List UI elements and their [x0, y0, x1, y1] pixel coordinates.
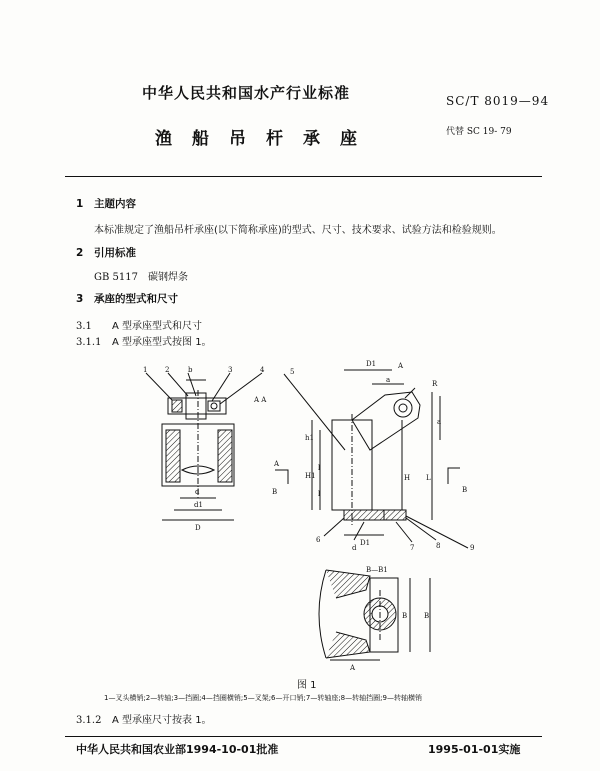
- label-1: 1: [143, 366, 148, 374]
- label-a-top: a: [386, 376, 391, 384]
- body-wall-left: [166, 430, 180, 482]
- label-R: R: [432, 380, 438, 388]
- label-H: H: [404, 474, 411, 482]
- section-number: 1: [76, 198, 84, 210]
- section-1-text: 本标准规定了渔船吊杆承座(以下简称承座)的型式、尺寸、技术要求、试验方法和检验规则。: [94, 225, 502, 236]
- standard-code: SC/T 8019—94: [446, 94, 550, 108]
- label-l-lower: l: [318, 490, 321, 498]
- section-number: 2: [76, 247, 84, 259]
- subsection-3-1-2: [76, 711, 212, 726]
- document-title: 渔船吊杆承座: [155, 129, 377, 149]
- label-5: 5: [290, 368, 295, 376]
- pin-head: [172, 400, 182, 412]
- label-D1-top: D1: [366, 360, 377, 368]
- label-a-right: a: [437, 418, 442, 426]
- label-4: 4: [260, 366, 265, 374]
- label-A-left: A: [274, 460, 280, 468]
- subsection-text: A 型承座型式按图 1。: [112, 337, 212, 348]
- label-A-top: A: [398, 362, 404, 370]
- label-9: 9: [470, 544, 475, 552]
- label-8: 8: [436, 542, 441, 550]
- shaft-seat: [344, 510, 384, 520]
- body-wall-right: [218, 430, 232, 482]
- section-title: 引用标准: [94, 247, 136, 259]
- label-d-bottom: d: [352, 544, 357, 552]
- seat-ring: [384, 510, 406, 520]
- label-2: 2: [165, 366, 170, 374]
- section-view: [319, 570, 430, 660]
- label-d: d: [195, 488, 200, 496]
- section-title: 主题内容: [94, 198, 136, 210]
- label-b: b: [188, 366, 193, 374]
- label-D: D: [195, 524, 201, 532]
- label-L: L: [426, 474, 431, 482]
- reference-code: GB 5117: [94, 272, 138, 283]
- label-D1-bottom: D1: [360, 539, 371, 547]
- left-view: [146, 373, 262, 520]
- approval-note: 中华人民共和国农业部1994-10-01批准: [76, 743, 279, 756]
- section-outline-curve: [319, 570, 326, 658]
- fork-eye-inner: [399, 404, 407, 412]
- reference-name: 碳钢焊条: [147, 272, 188, 283]
- subsection-number: 3.1: [76, 321, 92, 332]
- subsection-text: A 型承座型式和尺寸: [112, 321, 203, 332]
- label-l-upper: l: [318, 464, 321, 472]
- fork-arm: [352, 392, 420, 450]
- label-H1: H1: [305, 472, 316, 480]
- section-number: 3: [76, 293, 84, 305]
- label-B-section-2: B: [424, 612, 430, 620]
- figure-legend: 1—叉头横销;2—转轴;3—挡圈;4—挡圈横销;5—叉架;6—开口销;7—转轴座;8—转轴挡圈;9—转轴横销: [104, 694, 422, 702]
- footer-divider: [65, 736, 542, 737]
- subsection-text: A 型承座尺寸按表 1。: [112, 715, 212, 726]
- fork-eye: [394, 399, 412, 417]
- effective-date: 1995-01-01实施: [428, 743, 521, 756]
- label-7: 7: [410, 544, 415, 552]
- fork-upper-section: [326, 570, 370, 598]
- figure-caption: 图 1: [297, 680, 317, 691]
- standard-title: 中华人民共和国水产行业标准: [142, 84, 351, 102]
- label-B-left: B: [272, 488, 278, 496]
- subsection-number: 3.1.1: [76, 337, 102, 348]
- label-d1: d1: [194, 501, 203, 509]
- replaces-note: 代替 SC 19- 79: [446, 127, 512, 137]
- label-h1: h1: [305, 434, 314, 442]
- side-view-labels: [272, 360, 474, 552]
- side-view: [275, 370, 468, 548]
- label-B-section: B: [402, 612, 408, 620]
- label-6: 6: [316, 536, 321, 544]
- ring-pin-hole: [211, 403, 217, 409]
- section-title: 承座的型式和尺寸: [94, 293, 178, 305]
- fork-boss: [186, 393, 206, 419]
- fork-lower-section: [326, 632, 370, 658]
- label-section-aa: A A: [254, 396, 267, 404]
- label-A-section: A: [350, 664, 356, 672]
- subsection-number: 3.1.2: [76, 715, 102, 726]
- label-3: 3: [228, 366, 233, 374]
- label-B-right: B: [462, 486, 468, 494]
- label-BB1: B—B1: [366, 566, 388, 574]
